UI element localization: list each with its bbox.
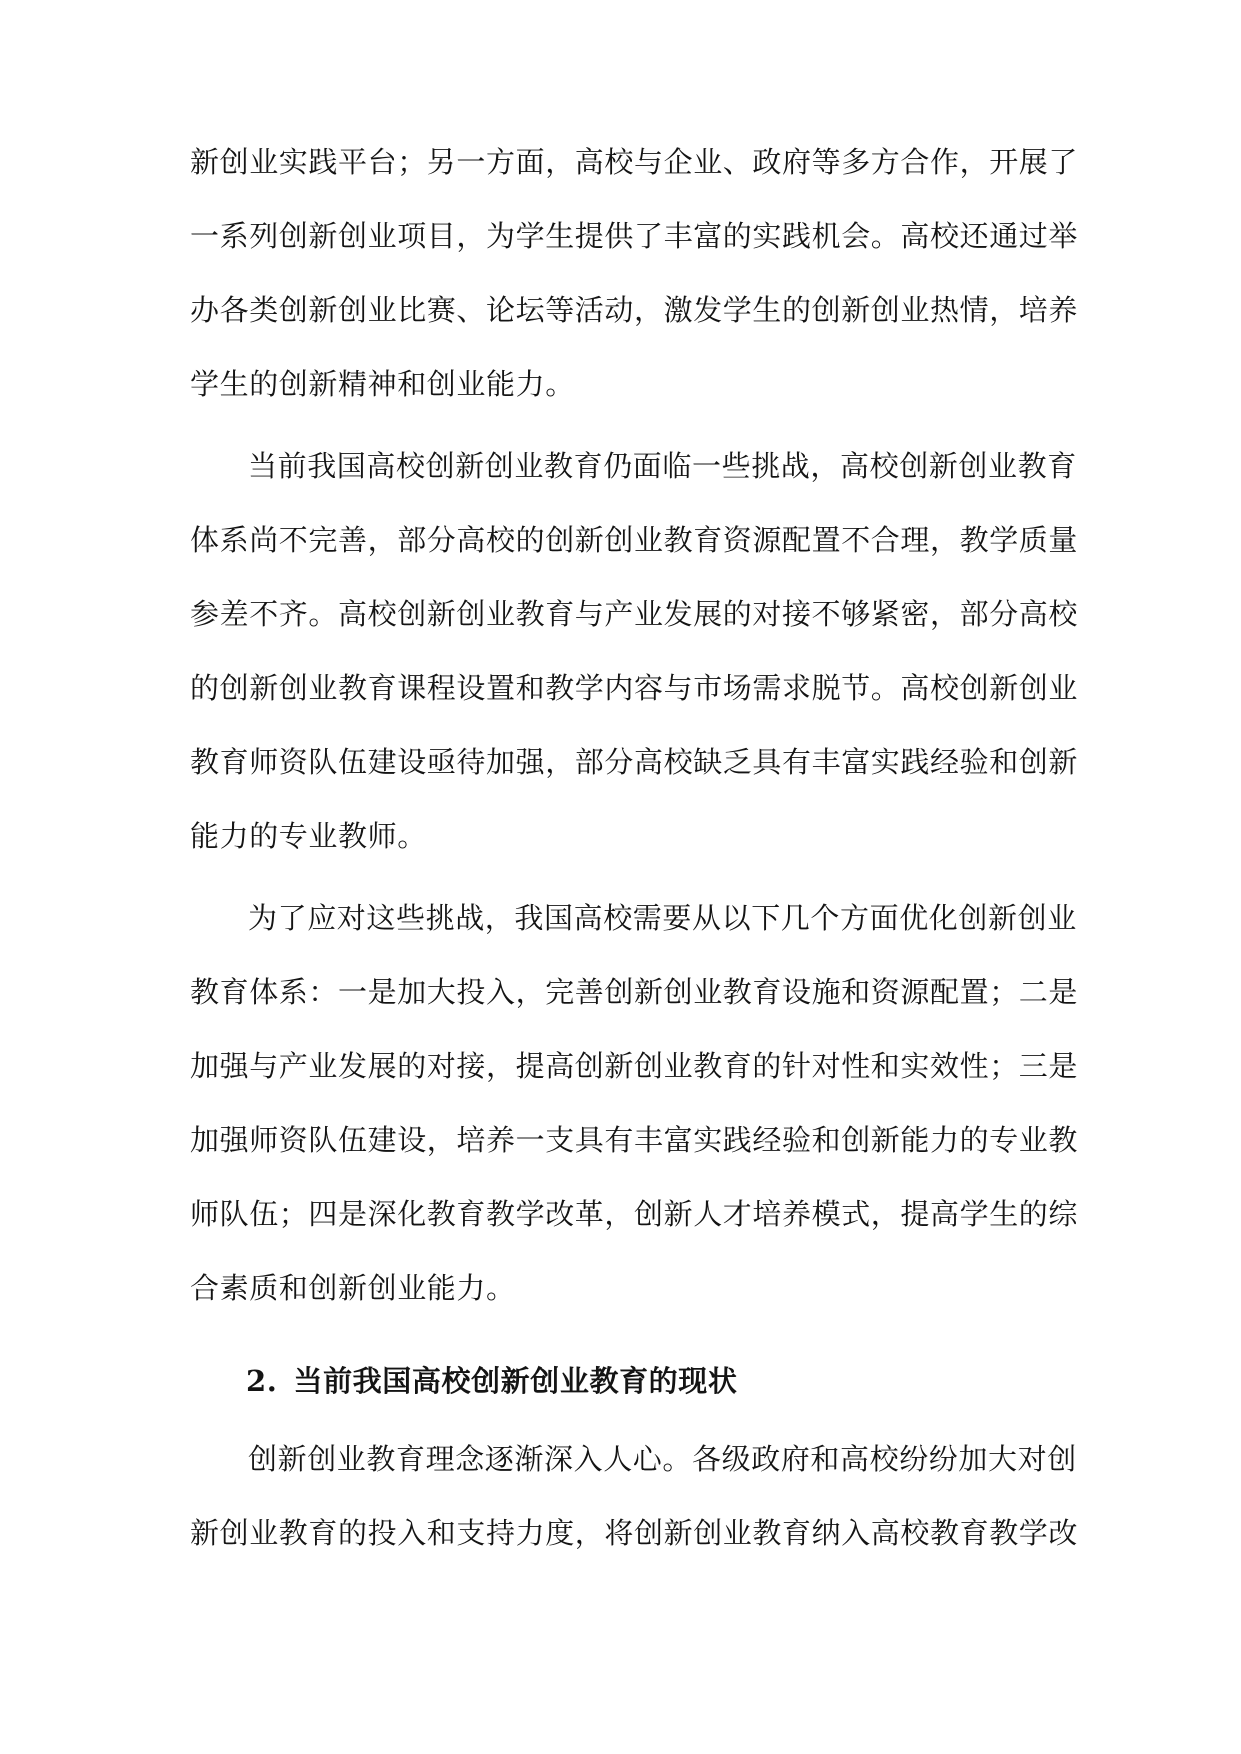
text-line: 新创业教育的投入和支持力度，将创新创业教育纳入高校教育教学改 <box>190 1516 1079 1550</box>
text-line: 教育师资队伍建设亟待加强，部分高校缺乏具有丰富实践经验和创新 <box>190 745 1079 779</box>
section-number: 2. <box>246 1364 278 1398</box>
text-line: 参差不齐。高校创新创业教育与产业发展的对接不够紧密，部分高校 <box>190 597 1079 631</box>
text-line: 教育体系：一是加大投入，完善创新创业教育设施和资源配置；二是 <box>190 975 1079 1009</box>
paragraph-first-line: 当前我国高校创新创业教育仍面临一些挑战，高校创新创业教育 <box>248 449 1077 483</box>
section-title: 当前我国高校创新创业教育的现状 <box>293 1364 738 1398</box>
paragraph-first-line: 创新创业教育理念逐渐深入人心。各级政府和高校纷纷加大对创 <box>248 1442 1077 1476</box>
text-line: 学生的创新精神和创业能力。 <box>190 367 575 401</box>
text-line: 加强与产业发展的对接，提高创新创业教育的针对性和实效性；三是 <box>190 1049 1079 1083</box>
text-line: 能力的专业教师。 <box>190 819 427 853</box>
text-line: 师队伍；四是深化教育教学改革，创新人才培养模式，提高学生的综 <box>190 1197 1079 1231</box>
text-line: 加强师资队伍建设，培养一支具有丰富实践经验和创新能力的专业教 <box>190 1123 1079 1157</box>
text-line: 合素质和创新创业能力。 <box>190 1271 516 1305</box>
text-line: 新创业实践平台；另一方面，高校与企业、政府等多方合作，开展了 <box>190 145 1079 179</box>
text-line: 体系尚不完善，部分高校的创新创业教育资源配置不合理，教学质量 <box>190 523 1079 557</box>
text-line: 一系列创新创业项目，为学生提供了丰富的实践机会。高校还通过举 <box>190 219 1079 253</box>
paragraph-first-line: 为了应对这些挑战，我国高校需要从以下几个方面优化创新创业 <box>248 901 1077 935</box>
section-heading <box>246 1361 738 1401</box>
text-line: 办各类创新创业比赛、论坛等活动，激发学生的创新创业热情，培养 <box>190 293 1079 327</box>
text-line: 的创新创业教育课程设置和教学内容与市场需求脱节。高校创新创业 <box>190 671 1079 705</box>
